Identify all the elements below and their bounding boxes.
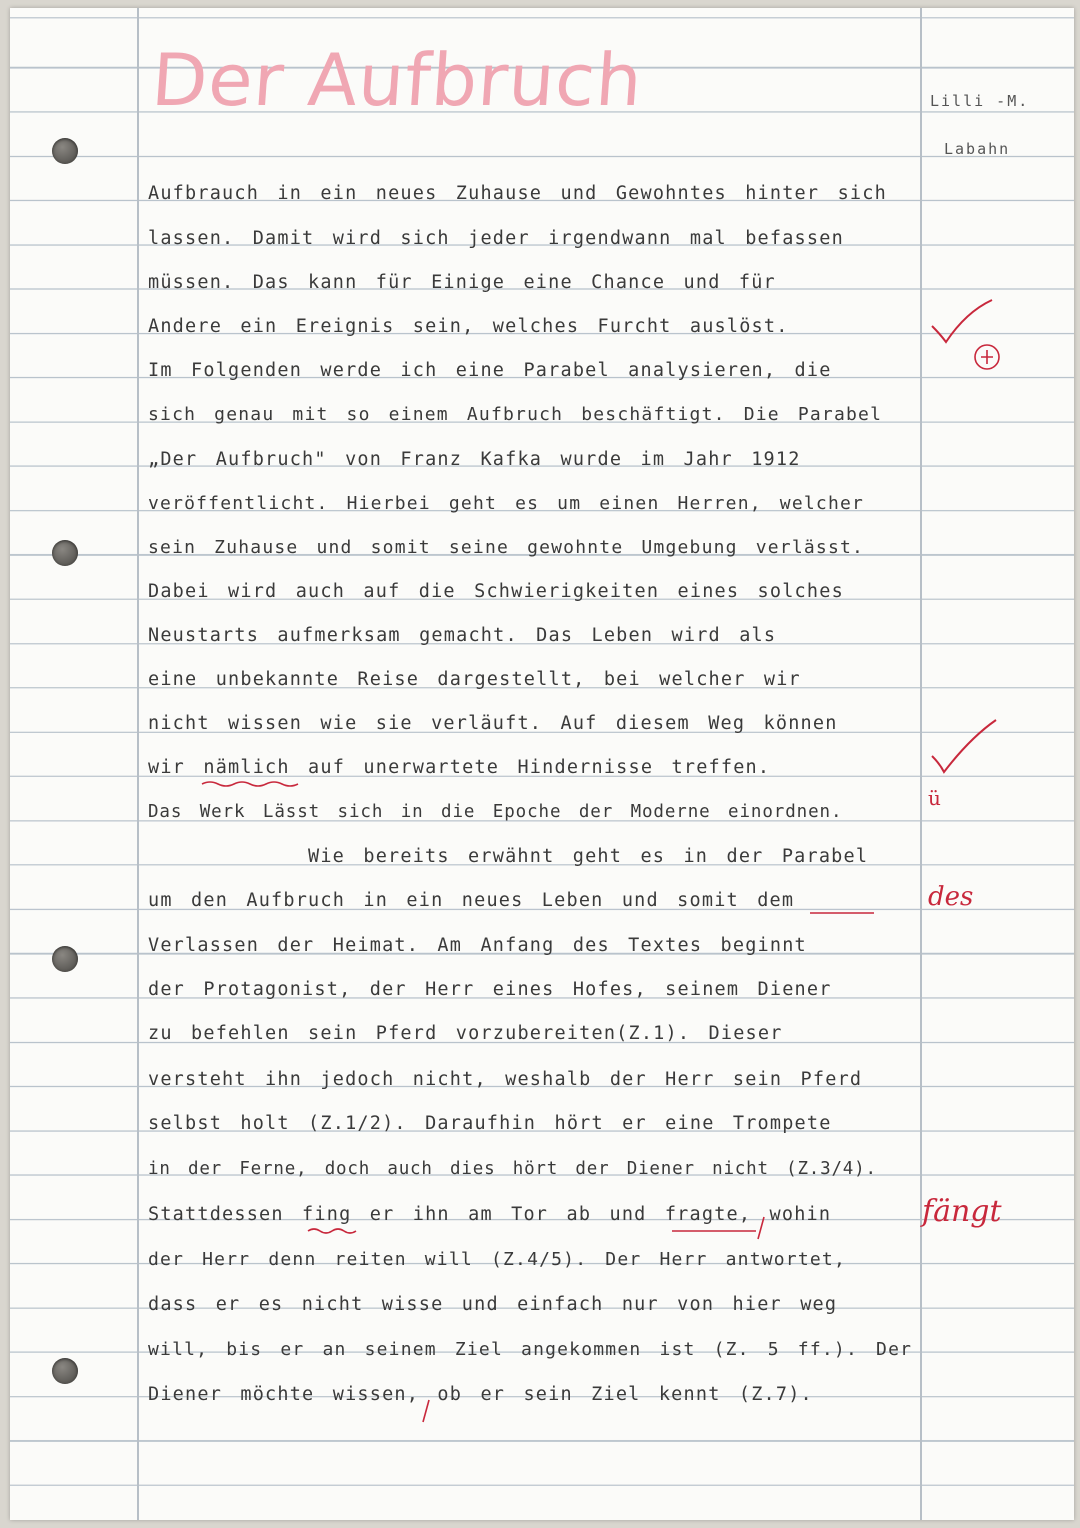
text-line: nicht wissen wie sie verläuft. Auf diesem Weg können [148, 713, 838, 734]
check-mark-icon [926, 296, 996, 348]
text-line: eine unbekannte Reise dargestellt, bei welcher wir [148, 669, 801, 690]
punch-hole [52, 138, 78, 164]
page-title: Der Aufbruch [149, 38, 646, 122]
right-margin-line [920, 8, 922, 1520]
text-line: lassen. Damit wird sich jeder irgendwann mal befassen [148, 228, 844, 249]
text-line: sein Zuhause und somit seine gewohnte Umgebung verlässt. [148, 537, 865, 558]
text-line: Dabei wird auch auf die Schwierigkeiten eines solches [148, 581, 844, 602]
comma-insert-mark [419, 1398, 435, 1424]
text-line: wir nämlich auf unerwartete Hindernisse treffen. [148, 757, 771, 778]
error-underline [670, 1227, 760, 1235]
text-line: Wie bereits erwähnt geht es in der Parabel [308, 846, 869, 867]
error-underline [306, 1225, 366, 1235]
text-line: Aufbrauch in ein neues Zuhause und Gewohntes hinter sich [148, 183, 887, 204]
text-line: der Protagonist, der Herr eines Hofes, seinem Diener [148, 979, 832, 1000]
punch-hole [52, 540, 78, 566]
text-line: „Der Aufbruch" von Franz Kafka wurde im Jahr 1912 [148, 449, 801, 470]
author-first-name: Lilli -M. [930, 92, 1030, 110]
text-line: Stattdessen fing er ihn am Tor ab und fragte, wohin [148, 1204, 832, 1225]
text-line: dass er es nicht wisse und einfach nur von hier weg [148, 1294, 838, 1315]
text-line: in der Ferne, doch auch dies hört der Diener nicht (Z.3/4). [148, 1159, 877, 1179]
text-line: Neustarts aufmerksam gemacht. Das Leben wird als [148, 625, 777, 646]
text-line: veröffentlicht. Hierbei geht es um einen Herren, welcher [148, 493, 865, 514]
margin-correction-faengt: fängt [922, 1194, 1002, 1229]
text-line: müssen. Das kann für Einige eine Chance und für [148, 272, 776, 293]
punch-hole [52, 1358, 78, 1384]
left-margin-line [137, 8, 139, 1520]
margin-correction-des: des [928, 882, 974, 912]
punch-hole [52, 946, 78, 972]
text-line: will, bis er an seinem Ziel angekommen ist (Z. 5 ff.). Der [148, 1339, 913, 1360]
check-mark-icon [926, 716, 998, 776]
text-line: Diener möchte wissen, ob er sein Ziel kennt (Z.7). [148, 1384, 813, 1405]
text-line: sich genau mit so einem Aufbruch beschäftigt. Die Parabel [148, 404, 883, 425]
author-last-name: Labahn [944, 140, 1011, 158]
text-line: Andere ein Ereignis sein, welches Furcht auslöst. [148, 316, 789, 337]
text-line: Im Folgenden werde ich eine Parabel analysieren, die [148, 360, 832, 381]
plus-circle-icon [972, 342, 1002, 372]
comma-insert-mark [754, 1215, 770, 1241]
text-line: Das Werk Lässt sich in die Epoche der Moderne einordnen. [148, 802, 843, 822]
error-underline [200, 778, 310, 788]
text-line: selbst holt (Z.1/2). Daraufhin hört er eine Trompete [148, 1113, 832, 1134]
text-line: Verlassen der Heimat. Am Anfang des Textes beginnt [148, 935, 807, 956]
text-line: der Herr denn reiten will (Z.4/5). Der Herr antwortet, [148, 1249, 846, 1270]
notebook-page [10, 8, 1074, 1520]
text-line: versteht ihn jedoch nicht, weshalb der Herr sein Pferd [148, 1069, 863, 1090]
error-underline [808, 909, 878, 917]
umlaut-correction: ü [928, 786, 941, 810]
text-line: zu befehlen sein Pferd vorzubereiten(Z.1). Dieser [148, 1023, 783, 1044]
text-line: um den Aufbruch in ein neues Leben und somit dem [148, 890, 795, 911]
